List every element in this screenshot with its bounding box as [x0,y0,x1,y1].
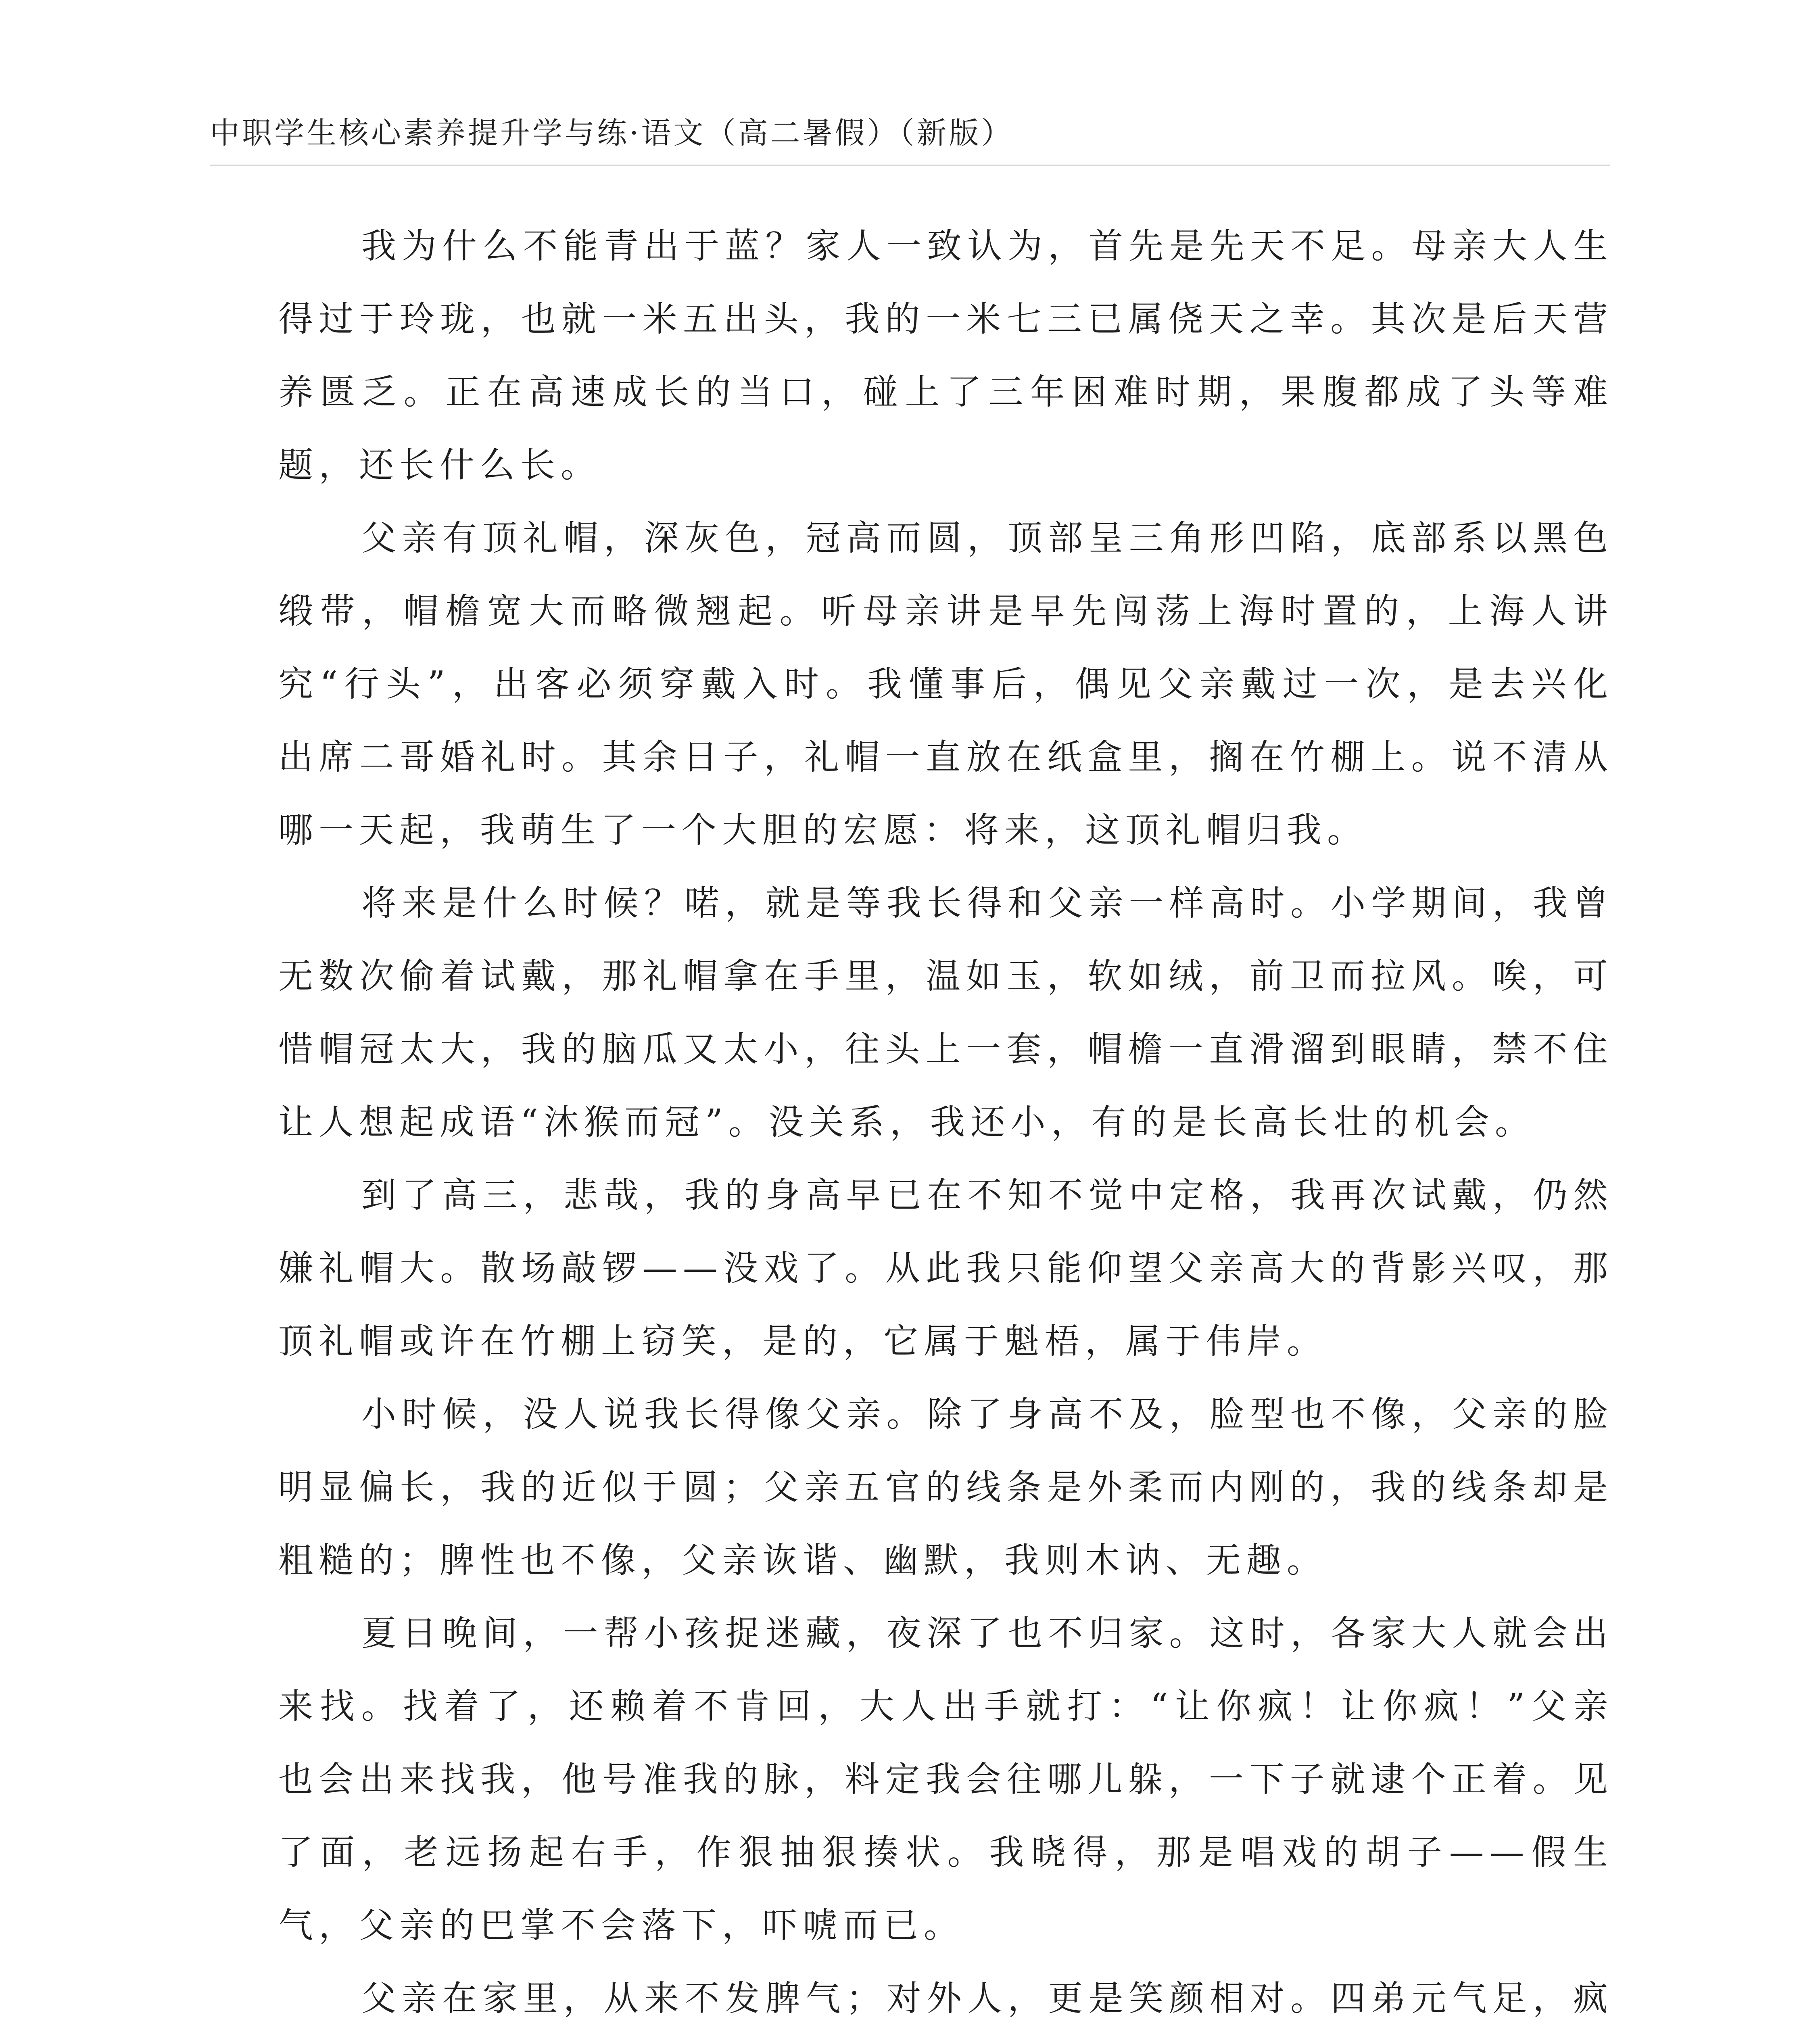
paragraph: 我为什么不能青出于蓝？家人一致认为，首先是先天不足。母亲大人生得过于玲珑，也就一米五出头，我的一米七三已属侥天之幸。其次是后天营养匮乏。正在高速成长的当口，碰上了三年困难时期，果腹都成了头等难题，还长什么长。 [278,226,1613,485]
paragraph: 到了高三，悲哉，我的身高早已在不知不觉中定格，我再次试戴，仍然嫌礼帽大。散场敲锣——没戏了。从此我只能仰望父亲高大的背影兴叹，那顶礼帽或许在竹棚上窃笑，是的，它属于魁梧，属于伟岸。 [278,1175,1613,1361]
running-header: 中职学生核心素养提升学与练·语文（高二暑假）（新版） [210,116,1014,150]
paragraph: 夏日晚间，一帮小孩捉迷藏，夜深了也不归家。这时，各家大人就会出来找。找着了，还赖着不肯回，大人出手就打：“让你疯！让你疯！”父亲也会出来找我，他号准我的脉，料定我会往哪儿躲，一下子就逮个正着。见了面，老远扬起右手，作狠抽狠揍状。我晓得，那是唱戏的胡子——假生气，父亲的巴掌不会落下，吓唬而已。 [278,1613,1613,1946]
paragraph: 父亲在家里，从来不发脾气；对外人，更是笑颜相对。四弟元气足，疯 [361,1978,1613,2017]
paragraph: 将来是什么时候？喏，就是等我长得和父亲一样高时。小学期间，我曾无数次偷着试戴，那礼帽拿在手里，温如玉，软如绒，前卫而拉风。唉，可惜帽冠太大，我的脑瓜又太小，往头上一套，帽檐一直滑溜到眼睛，禁不住让人想起成语“沐猴而冠”。没关系，我还小，有的是长高长壮的机会。 [278,883,1613,1142]
body-text [278,210,1613,2017]
header-divider [210,165,1610,166]
paragraph: 父亲有顶礼帽，深灰色，冠高而圆，顶部呈三角形凹陷，底部系以黑色缎带，帽檐宽大而略微翘起。听母亲讲是早先闯荡上海时置的，上海人讲究“行头”，出客必须穿戴入时。我懂事后，偶见父亲戴过一次，是去兴化出席二哥婚礼时。其余日子，礼帽一直放在纸盒里，搁在竹棚上。说不清从哪一天起，我萌生了一个大胆的宏愿：将来，这顶礼帽归我。 [278,518,1613,850]
paragraph: 小时候，没人说我长得像父亲。除了身高不及，脸型也不像，父亲的脸明显偏长，我的近似于圆；父亲五官的线条是外柔而内刚的，我的线条却是粗糙的；脾性也不像，父亲诙谐、幽默，我则木讷、无趣。 [278,1394,1613,1581]
